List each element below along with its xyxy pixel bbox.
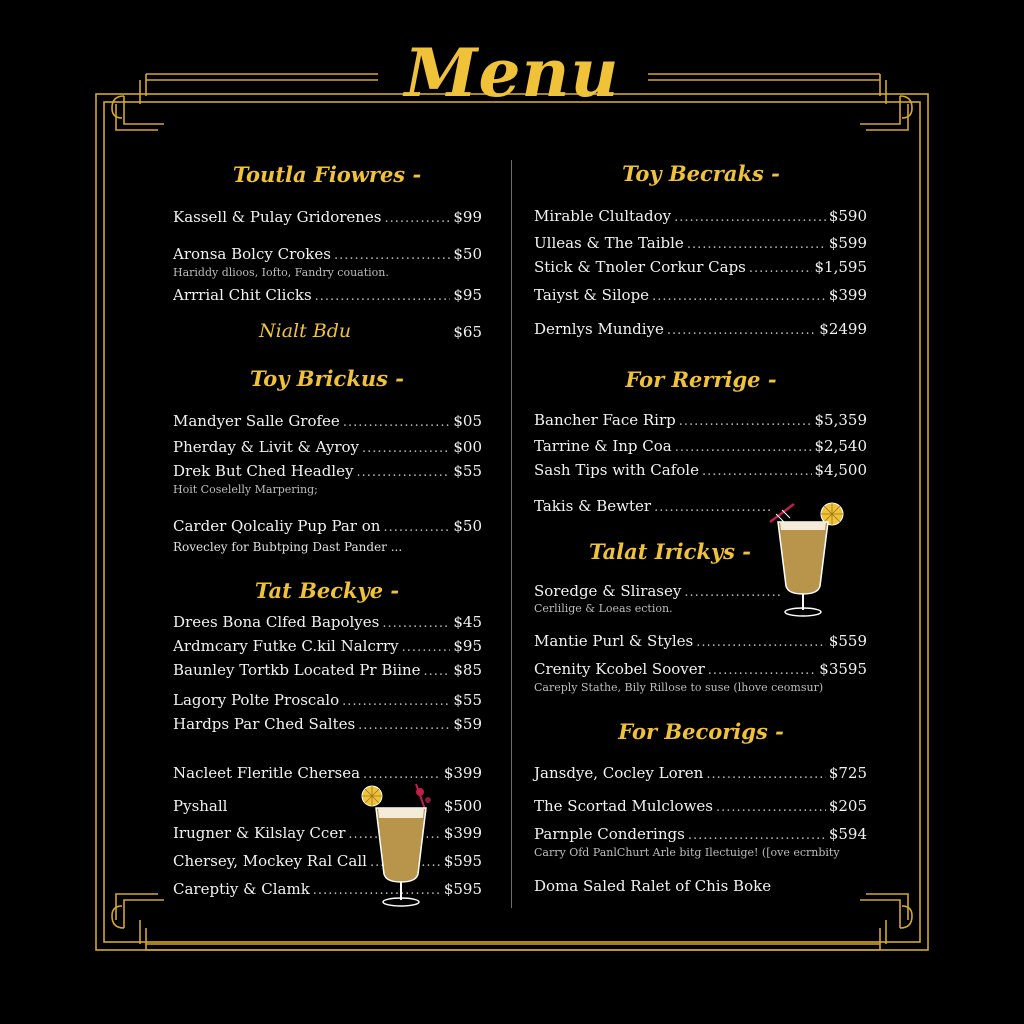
menu-item	[534, 258, 867, 276]
menu-item	[173, 637, 482, 655]
item-price: $595	[443, 880, 482, 898]
item-name: Hardps Par Ched Saltes	[173, 715, 356, 733]
item-note: Rovecley for Bubtping Dast Pander ...	[173, 540, 403, 554]
menu-item	[534, 764, 867, 782]
menu-item	[534, 461, 867, 479]
dot-leader	[702, 464, 812, 479]
dot-leader	[652, 289, 826, 304]
cocktail-glass-icon	[356, 782, 446, 914]
dot-leader	[343, 415, 451, 430]
cocktail-glass-icon	[762, 498, 852, 622]
item-name: Carder Qolcaliy Pup Par on	[173, 517, 381, 535]
item-name: Pherday & Livit & Ayroy	[173, 438, 360, 456]
item-price: $500	[443, 797, 482, 815]
item-name: Kassell & Pulay Gridorenes	[173, 208, 382, 226]
dot-leader	[358, 718, 450, 733]
item-price: $599	[828, 234, 867, 252]
item-name: Stick & Tnoler Corkur Caps	[534, 258, 746, 276]
menu-title: Menu	[404, 34, 620, 112]
item-name: Chersey, Mockey Ral Call	[173, 852, 367, 870]
menu-item	[534, 825, 867, 843]
menu-item	[534, 582, 784, 600]
item-note: Careply Stathe, Bily Rillose to suse (lhove ceomsur)	[534, 681, 824, 694]
menu-item	[534, 877, 867, 895]
dot-leader	[382, 616, 450, 631]
menu-item	[534, 797, 867, 815]
item-note: Carry Ofd PanlChurt Arle bitg Ilectuige! ([ove ecrnbity	[534, 846, 840, 859]
dot-leader	[688, 828, 826, 843]
section-heading: Toutla Fiowres -	[232, 162, 422, 187]
item-name: Tarrine & Inp Coa	[534, 437, 672, 455]
item-price: $85	[453, 661, 482, 679]
item-name: Ulleas & The Taible	[534, 234, 684, 252]
item-price: $595	[443, 852, 482, 870]
item-price: $399	[443, 824, 482, 842]
item-name: Mandyer Salle Grofee	[173, 412, 340, 430]
item-price: $1,595	[814, 258, 867, 276]
dot-leader	[362, 441, 450, 456]
dot-leader	[687, 237, 826, 252]
item-price: $05	[453, 412, 482, 430]
item-price: $45	[453, 613, 482, 631]
menu-item	[534, 234, 867, 252]
item-name: Lagory Polte Proscalo	[173, 691, 340, 709]
dot-leader	[424, 664, 451, 679]
item-name: Sash Tips with Cafole	[534, 461, 699, 479]
dot-leader	[708, 663, 816, 678]
dot-leader	[402, 640, 451, 655]
menu-item	[173, 208, 482, 226]
section-heading: Toy Becraks -	[622, 161, 780, 186]
dot-leader	[706, 767, 825, 782]
menu-item	[173, 691, 482, 709]
item-price: $50	[453, 245, 482, 263]
item-name: Soredge & Slirasey	[534, 582, 682, 600]
menu-item	[534, 320, 867, 338]
item-name: Takis & Bewter	[534, 497, 652, 515]
section-heading: For Becorigs -	[618, 719, 784, 744]
item-name: Nacleet Fleritle Chersea	[173, 764, 361, 782]
dot-leader	[674, 210, 826, 225]
menu-item	[534, 660, 867, 678]
dot-leader	[667, 323, 816, 338]
item-price: $55	[453, 691, 482, 709]
item-price: $00	[453, 438, 482, 456]
item-name: Mantie Purl & Styles	[534, 632, 694, 650]
menu-item	[173, 462, 482, 480]
dot-leader	[334, 248, 450, 263]
item-name: Jansdye, Cocley Loren	[534, 764, 704, 782]
item-price: $2499	[819, 320, 867, 338]
item-price: $3595	[819, 660, 867, 678]
menu-item	[173, 438, 482, 456]
menu-item	[534, 632, 867, 650]
special-item	[173, 320, 482, 342]
menu-item	[173, 245, 482, 263]
item-name: Drees Bona Clfed Bapolyes	[173, 613, 380, 631]
item-name: Dernlys Mundiye	[534, 320, 664, 338]
item-name: Doma Saled Ralet of Chis Boke	[534, 877, 772, 895]
item-name: Crenity Kcobel Soover	[534, 660, 705, 678]
item-price: $594	[828, 825, 867, 843]
item-price: $59	[453, 715, 482, 733]
section-heading: For Rerrige -	[625, 367, 777, 392]
dot-leader	[363, 767, 441, 782]
item-name: Arrrial Chit Clicks	[173, 286, 312, 304]
item-note: Hariddy dlioos, Iofto, Fandry couation.	[173, 266, 389, 279]
item-price: $95	[453, 286, 482, 304]
item-price: $399	[828, 286, 867, 304]
dot-leader	[356, 465, 450, 480]
column-divider	[511, 160, 512, 908]
item-price: $4,500	[814, 461, 867, 479]
section-heading: Toy Brickus -	[250, 366, 404, 391]
item-name: Taiyst & Silope	[534, 286, 650, 304]
menu-item	[534, 497, 774, 515]
dot-leader	[315, 289, 451, 304]
menu-item	[173, 715, 482, 733]
item-price: $590	[828, 207, 867, 225]
dot-leader	[383, 520, 450, 535]
item-price: $5,359	[814, 411, 867, 429]
item-note: Cerlilige & Loeas ection.	[534, 602, 673, 615]
item-price: $55	[453, 462, 482, 480]
item-name: The Scortad Mulclowes	[534, 797, 713, 815]
menu-item	[173, 412, 482, 430]
item-price: $205	[828, 797, 867, 815]
menu-item	[173, 661, 482, 679]
item-name: Aronsa Bolcy Crokes	[173, 245, 331, 263]
item-price: $559	[828, 632, 867, 650]
menu-item	[173, 613, 482, 631]
special-name: Nialt Bdu	[259, 320, 352, 342]
dot-leader	[654, 500, 771, 515]
menu-item	[173, 517, 482, 535]
special-price: $65	[453, 323, 482, 341]
item-name: Ardmcary Futke C.kil Nalcrry	[173, 637, 399, 655]
dot-leader	[749, 261, 812, 276]
item-note: Hoit Coselelly Marpering;	[173, 483, 318, 496]
item-name: Parnple Conderings	[534, 825, 685, 843]
dot-leader	[385, 211, 451, 226]
item-name: Irugner & Kilslay Ccer	[173, 824, 346, 842]
item-name: Pyshall	[173, 797, 228, 815]
item-price: $2,540	[814, 437, 867, 455]
dot-leader	[679, 414, 812, 429]
section-heading: Tat Beckye -	[254, 578, 400, 603]
menu-item	[173, 764, 482, 782]
item-name: Bancher Face Rirp	[534, 411, 676, 429]
dot-leader	[675, 440, 812, 455]
item-name: Careptiy & Clamk	[173, 880, 310, 898]
menu-item	[534, 411, 867, 429]
menu-item	[534, 437, 867, 455]
item-price: $99	[453, 208, 482, 226]
item-price: $95	[453, 637, 482, 655]
item-name: Drek But Ched Headley	[173, 462, 354, 480]
item-name: Mirable Clultadoy	[534, 207, 672, 225]
menu-item	[534, 286, 867, 304]
section-heading: Talat Irickys -	[588, 539, 752, 564]
item-price: $725	[828, 764, 867, 782]
menu-item	[534, 207, 867, 225]
item-name: Baunley Tortkb Located Pr Biine	[173, 661, 421, 679]
dot-leader	[342, 694, 450, 709]
menu-item	[173, 286, 482, 304]
item-price: $399	[443, 764, 482, 782]
dot-leader	[696, 635, 826, 650]
item-price: $50	[453, 517, 482, 535]
dot-leader	[716, 800, 826, 815]
